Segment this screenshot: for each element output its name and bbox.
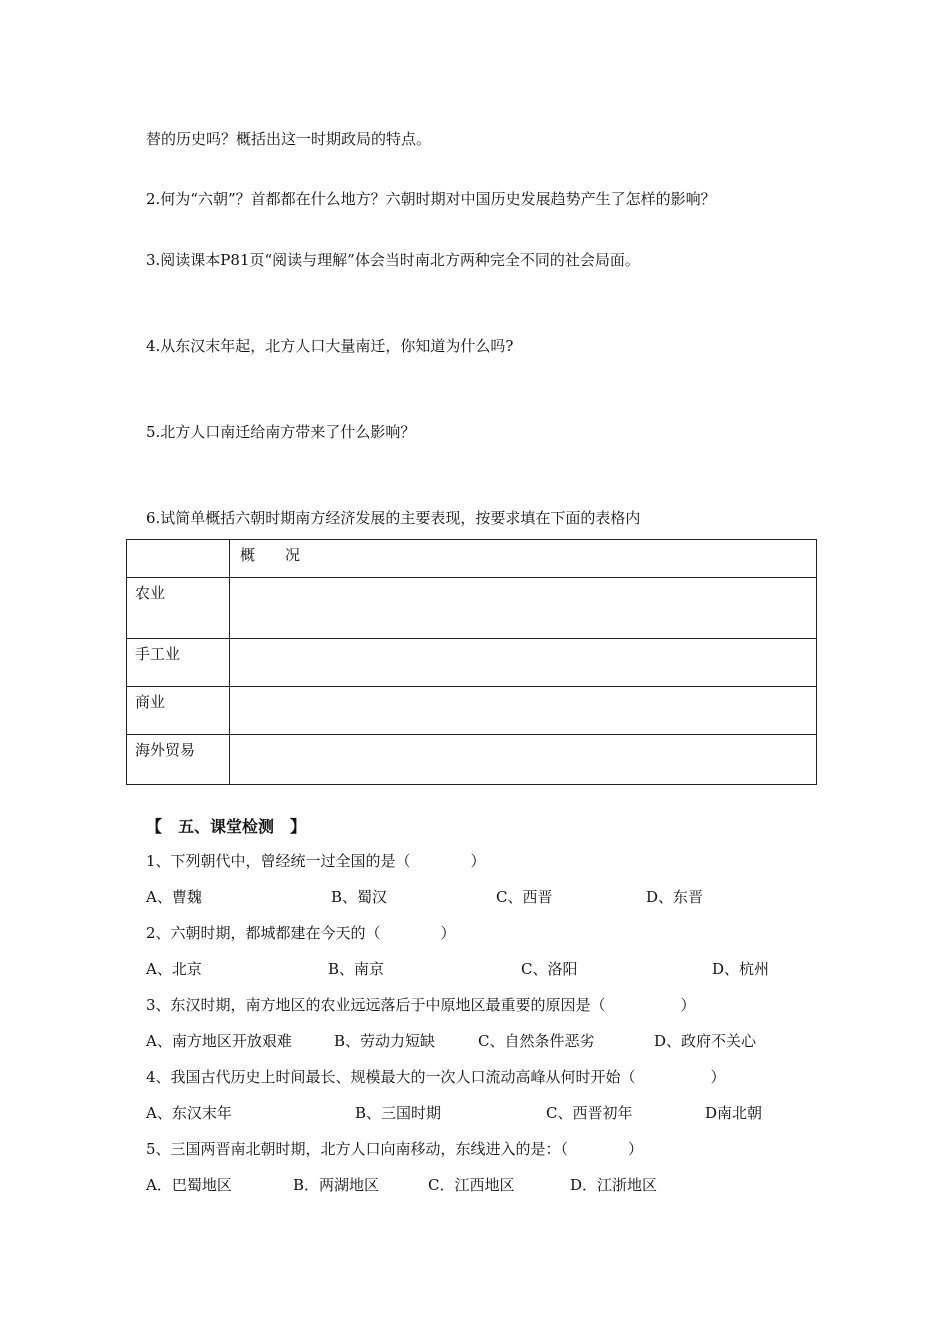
quiz-4-option-a[interactable]: A、东汉末年 — [146, 1104, 232, 1122]
economy-table — [126, 539, 817, 785]
row-label-overseas-trade: 海外贸易 — [127, 735, 230, 785]
table-row — [127, 735, 817, 785]
quiz-5-option-c[interactable]: C．江西地区 — [428, 1176, 515, 1194]
row-label-handicraft: 手工业 — [127, 639, 230, 687]
quiz-question-2: 2、六朝时期，都城都建在今天的（ ） — [146, 924, 456, 942]
row-value-agriculture[interactable] — [230, 578, 817, 639]
question-6: 6.试简单概括六朝时期南方经济发展的主要表现，按要求填在下面的表格内 — [146, 509, 641, 527]
quiz-1-option-b[interactable]: B、蜀汉 — [331, 888, 388, 906]
quiz-5-option-a[interactable]: A．巴蜀地区 — [146, 1176, 232, 1194]
row-label-commerce: 商业 — [127, 687, 230, 735]
row-value-overseas-trade[interactable] — [230, 735, 817, 785]
quiz-3-option-d[interactable]: D、政府不关心 — [654, 1032, 757, 1050]
quiz-3-option-a[interactable]: A、南方地区开放艰难 — [146, 1032, 292, 1050]
table-header-row — [127, 540, 817, 578]
quiz-1-option-c[interactable]: C、西晋 — [496, 888, 553, 906]
row-value-commerce[interactable] — [230, 687, 817, 735]
quiz-2-option-c[interactable]: C、洛阳 — [521, 960, 578, 978]
quiz-5-option-d[interactable]: D．江浙地区 — [570, 1176, 658, 1194]
question-3: 3.阅读课本P81页“阅读与理解”体会当时南北方两种完全不同的社会局面。 — [146, 251, 640, 269]
row-value-handicraft[interactable] — [230, 639, 817, 687]
section-title: 【 五、课堂检测 】 — [146, 817, 307, 836]
question-4: 4.从东汉末年起，北方人口大量南迁，你知道为什么吗? — [146, 337, 514, 355]
table-header-corner — [127, 540, 230, 578]
quiz-4-option-d[interactable]: D南北朝 — [705, 1104, 763, 1122]
quiz-question-5: 5、三国两晋南北朝时期，北方人口向南移动，东线进入的是：（ ） — [146, 1140, 644, 1158]
table-row — [127, 687, 817, 735]
quiz-2-option-d[interactable]: D、杭州 — [712, 960, 770, 978]
table-row — [127, 578, 817, 639]
question-1-continuation: 替的历史吗？概括出这一时期政局的特点。 — [146, 130, 432, 148]
quiz-1-option-d[interactable]: D、东晋 — [646, 888, 704, 906]
quiz-3-option-c[interactable]: C、自然条件恶劣 — [478, 1032, 595, 1050]
quiz-question-1: 1、下列朝代中，曾经统一过全国的是（ ） — [146, 852, 486, 870]
quiz-1-option-a[interactable]: A、曹魏 — [146, 888, 202, 906]
question-2: 2.何为“六朝”？首都都在什么地方？六朝时期对中国历史发展趋势产生了怎样的影响？ — [146, 190, 716, 208]
quiz-2-option-b[interactable]: B、南京 — [328, 960, 385, 978]
question-5: 5.北方人口南迁给南方带来了什么影响？ — [146, 423, 416, 441]
quiz-question-3: 3、东汉时期，南方地区的农业远远落后于中原地区最重要的原因是（ ） — [146, 996, 696, 1014]
table-header-overview: 概 况 — [230, 540, 817, 578]
quiz-4-option-c[interactable]: C、西晋初年 — [546, 1104, 633, 1122]
table-row — [127, 639, 817, 687]
row-label-agriculture: 农业 — [127, 578, 230, 639]
quiz-2-option-a[interactable]: A、北京 — [146, 960, 202, 978]
quiz-3-option-b[interactable]: B、劳动力短缺 — [334, 1032, 436, 1050]
quiz-4-option-b[interactable]: B、三国时期 — [355, 1104, 442, 1122]
quiz-question-4: 4、我国古代历史上时间最长、规模最大的一次人口流动高峰从何时开始（ ） — [146, 1068, 726, 1086]
quiz-5-option-b[interactable]: B．两湖地区 — [293, 1176, 380, 1194]
